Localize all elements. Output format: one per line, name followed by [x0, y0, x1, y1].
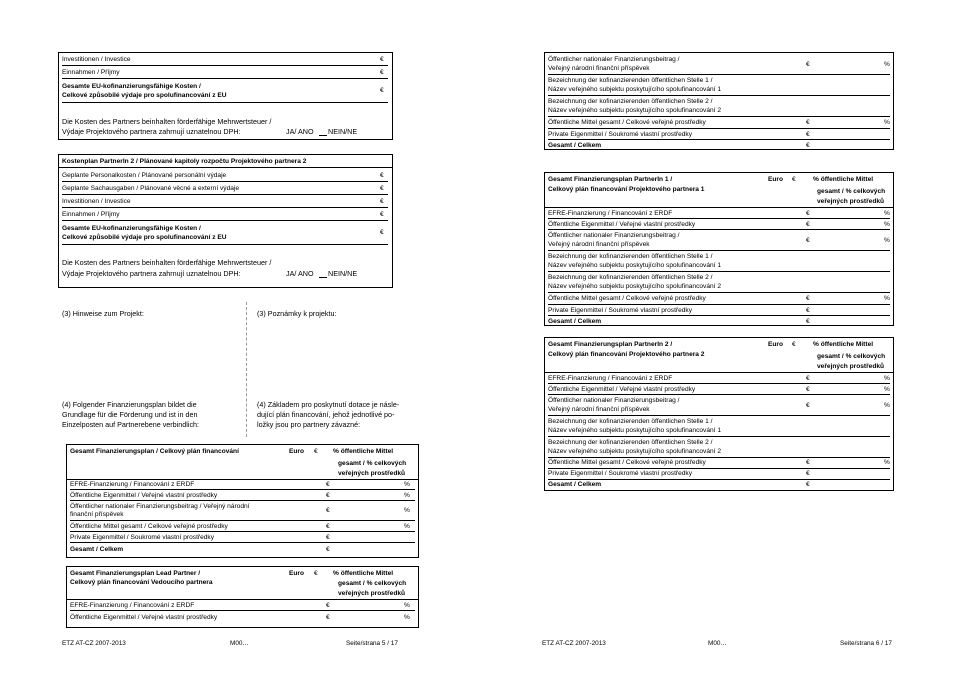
euro-symbol: € — [806, 402, 810, 409]
euro-symbol: € — [314, 448, 318, 455]
col-pct-header-2: gesamt / % celkových — [338, 580, 407, 587]
euro-symbol: € — [792, 341, 796, 348]
euro-symbol: € — [380, 56, 384, 63]
gesamte-eu-label: Gesamte EU-kofinanzierungsfähige Kosten / — [62, 83, 201, 90]
euro-symbol: € — [806, 119, 810, 126]
euro-symbol: € — [806, 61, 810, 68]
col-pct-header: % öffentliche Mittel — [813, 341, 874, 348]
euro-symbol: € — [326, 507, 330, 514]
oeff-gesamt-label: Öffentliche Mittel gesamt / Celkové veřejné prostředky — [548, 459, 706, 466]
oeff-gesamt-label: Öffentliche Mittel gesamt / Celkové veřejné prostředky — [70, 523, 228, 530]
col-euro-header: Euro — [289, 448, 305, 455]
percent-symbol: % — [404, 481, 410, 488]
footer-form-code: M00… — [230, 640, 249, 647]
euro-symbol: € — [792, 176, 796, 183]
percent-symbol: % — [404, 523, 410, 530]
euro-symbol: € — [806, 210, 810, 217]
euro-symbol: € — [326, 614, 330, 621]
col-euro-header: Euro — [768, 341, 784, 348]
euro-symbol: € — [806, 221, 810, 228]
oeff-eigen-label: Öffentliche Eigenmittel / Veřejné vlastní prostředky — [548, 386, 696, 393]
percent-symbol: % — [404, 602, 410, 609]
nein-ne-checkbox[interactable]: NEIN/NE — [328, 127, 358, 136]
euro-symbol: € — [806, 295, 810, 302]
euro-symbol: € — [806, 318, 810, 325]
euro-symbol: € — [326, 602, 330, 609]
euro-symbol: € — [806, 481, 810, 488]
national-label-2: Veřejný národní finanční příspěvek — [548, 241, 650, 248]
euro-symbol: € — [326, 546, 330, 553]
euro-symbol: € — [326, 523, 330, 530]
lead-title: Gesamt Finanzierungsplan Lead Partner / — [70, 570, 201, 577]
investitionen-label: Investitionen / Investice — [62, 198, 131, 205]
efre-label: EFRE-Finanzierung / Financování z ERDF — [70, 481, 195, 488]
oeff-eigen-label: Öffentliche Eigenmittel / Veřejné vlastní prostředky — [70, 614, 218, 621]
gesamt-celkem-label: Gesamt / Celkem — [548, 481, 602, 488]
private-label: Private Eigenmittel / Soukromé vlastní prostředky — [548, 131, 693, 138]
euro-symbol: € — [326, 481, 330, 488]
col-pct-header-3: veřejných prostředků — [338, 470, 406, 477]
ja-ano-checkbox[interactable]: JA/ ANO — [286, 269, 314, 278]
national-label-2: Veřejný národní finanční příspěvek — [548, 65, 650, 72]
partner-2-title-2: Celkový plán financování Projektového partnera 2 — [548, 351, 705, 358]
percent-symbol: % — [884, 402, 890, 409]
euro-symbol: € — [806, 131, 810, 138]
euro-symbol: € — [806, 142, 810, 149]
stelle1-label: Bezeichnung der kofinanzierenden öffentlichen Stelle 1 / — [548, 77, 713, 84]
percent-symbol: % — [884, 375, 890, 382]
euro-symbol: € — [806, 237, 810, 244]
poznamky-label: (3) Poznámky k projektu: — [257, 309, 337, 318]
euro-symbol: € — [380, 172, 384, 179]
col-pct-header-3: veřejných prostředků — [338, 590, 406, 597]
partner-1-title-2: Celkový plán financování Projektového partnera 1 — [548, 186, 705, 193]
efre-label: EFRE-Finanzierung / Financování z ERDF — [548, 375, 673, 382]
col-pct-header-2: gesamt / % celkových — [338, 460, 407, 467]
ja-ano-checkbox[interactable]: JA/ ANO — [286, 127, 314, 136]
national-label: Öffentlicher nationaler Finanzierungsbeitrag / — [548, 397, 680, 404]
euro-symbol: € — [314, 570, 318, 577]
col-pct-header: % öffentliche Mittel — [813, 176, 874, 183]
percent-symbol: % — [404, 492, 410, 499]
private-label: Private Eigenmittel / Soukromé vlastní prostředky — [548, 470, 693, 477]
efre-label: EFRE-Finanzierung / Financování z ERDF — [70, 602, 195, 609]
zakladem-text-3: ložky jsou pro partnery závazné: — [257, 420, 361, 429]
gesamte-eu-label-cz: Celkové způsobilé výdaje pro spolufinancování z EU — [62, 234, 227, 241]
oeff-eigen-label: Öffentliche Eigenmittel / Veřejné vlastní prostředky — [548, 221, 696, 228]
private-label: Private Eigenmittel / Soukromé vlastní prostředky — [548, 307, 693, 314]
sach-label: Geplante Sachausgaben / Plánované věcné a externí výdaje — [62, 185, 240, 192]
stelle1-label-2: Název veřejného subjektu poskytujícího spolufinancování 1 — [548, 427, 722, 434]
stelle2-label: Bezeichnung der kofinanzierenden öffentlichen Stelle 2 / — [548, 439, 713, 446]
gesamte-eu-label: Gesamte EU-kofinanzierungsfähige Kosten / — [62, 225, 201, 232]
percent-symbol: % — [404, 614, 410, 621]
national-label-2: finanční příspěvek — [70, 511, 124, 518]
col-euro-header: Euro — [289, 570, 305, 577]
national-label: Öffentlicher nationaler Finanzierungsbeitrag / Veřejný národní — [70, 503, 250, 510]
gesamt-plan-title: Gesamt Finanzierungsplan / Celkový plán financování — [70, 448, 239, 455]
kostenplan-title: Kostenplan PartnerIn 2 / Plánované kapitoly rozpočtu Projektového partnera 2 — [62, 158, 307, 165]
footer-program: ETZ AT-CZ 2007-2013 — [62, 640, 126, 647]
euro-symbol: € — [806, 470, 810, 477]
percent-symbol: % — [404, 507, 410, 514]
euro-symbol: € — [380, 211, 384, 218]
euro-symbol: € — [806, 459, 810, 466]
percent-symbol: % — [884, 119, 890, 126]
stelle1-label: Bezeichnung der kofinanzierenden öffentlichen Stelle 1 / — [548, 253, 713, 260]
percent-symbol: % — [884, 386, 890, 393]
euro-symbol: € — [380, 198, 384, 205]
partner-2-title: Gesamt Finanzierungsplan PartnerIn 2 / — [548, 341, 673, 348]
euro-symbol: € — [806, 386, 810, 393]
euro-symbol: € — [806, 375, 810, 382]
footer-page-number: Seite/strana 6 / 17 — [840, 640, 892, 647]
hinweise-label: (3) Hinweise zum Projekt: — [62, 309, 144, 318]
col-euro-header: Euro — [768, 176, 784, 183]
percent-symbol: % — [884, 237, 890, 244]
gesamt-celkem-label: Gesamt / Celkem — [70, 546, 124, 553]
euro-symbol: € — [380, 69, 384, 76]
nein-ne-checkbox[interactable]: NEIN/NE — [328, 269, 358, 278]
euro-symbol: € — [380, 87, 384, 94]
lead-title-2: Celkový plán financování Vedoucího partnera — [70, 579, 213, 586]
col-pct-header-3: veřejných prostředků — [817, 363, 885, 370]
investitionen-label: Investitionen / Investice — [62, 56, 131, 63]
personal-label: Geplante Personalkosten / Plánované personální výdaje — [62, 172, 227, 179]
national-label: Öffentlicher nationaler Finanzierungsbeitrag / — [548, 56, 680, 63]
stelle2-label: Bezeichnung der kofinanzierenden öffentlichen Stelle 2 / — [548, 98, 713, 105]
folgender-text-1: (4) Folgender Finanzierungsplan bildet die — [62, 400, 197, 409]
oeff-eigen-label: Öffentliche Eigenmittel / Veřejné vlastní prostředky — [70, 492, 218, 499]
euro-symbol: € — [326, 492, 330, 499]
einnahmen-label: Einnahmen / Příjmy — [62, 211, 120, 218]
national-label: Öffentlicher nationaler Finanzierungsbeitrag / — [548, 232, 680, 239]
percent-symbol: % — [884, 210, 890, 217]
stelle2-label-2: Název veřejného subjektu poskytujícího spolufinancování 2 — [548, 448, 722, 455]
euro-symbol: € — [326, 534, 330, 541]
euro-symbol: € — [380, 229, 384, 236]
gesamt-celkem-label: Gesamt / Celkem — [548, 142, 602, 149]
partner-1-title: Gesamt Finanzierungsplan PartnerIn 1 / — [548, 176, 673, 183]
right-page — [480, 0, 959, 676]
oeff-gesamt-label: Öffentliche Mittel gesamt / Celkové veřejné prostředky — [548, 295, 706, 302]
gesamte-eu-label-cz: Celkové způsobilé výdaje pro spolufinancování z EU — [62, 92, 227, 99]
col-pct-header-2: gesamt / % celkových — [817, 188, 886, 195]
footer-form-code: M00… — [708, 640, 727, 647]
efre-label: EFRE-Finanzierung / Financování z ERDF — [548, 210, 673, 217]
percent-symbol: % — [884, 459, 890, 466]
national-label-2: Veřejný národní finanční příspěvek — [548, 406, 650, 413]
zakladem-text-2: dující plán financování, jehož jednotlivé po- — [257, 410, 395, 419]
percent-symbol: % — [884, 61, 890, 68]
zakladem-text-1: (4) Základem pro poskytnutí dotace je násle- — [257, 400, 400, 409]
col-pct-header: % öffentliche Mittel — [333, 448, 394, 455]
footer-program: ETZ AT-CZ 2007-2013 — [542, 640, 606, 647]
mwst-label: Die Kosten des Partners beinhalten förderfähige Mehrwertsteuer / — [62, 258, 272, 267]
euro-symbol: € — [806, 307, 810, 314]
col-pct-header-2: gesamt / % celkových — [817, 353, 886, 360]
einnahmen-label: Einnahmen / Příjmy — [62, 69, 120, 76]
mwst-label: Die Kosten des Partners beinhalten förderfähige Mehrwertsteuer / — [62, 117, 272, 126]
percent-symbol: % — [884, 295, 890, 302]
stelle1-label-2: Název veřejného subjektu poskytujícího spolufinancování 1 — [548, 262, 722, 269]
gesamt-celkem-label: Gesamt / Celkem — [548, 318, 602, 325]
stelle2-label-2: Název veřejného subjektu poskytujícího spolufinancování 2 — [548, 107, 722, 114]
mwst-label-cz: Výdaje Projektového partnera zahrnují uznatelnou DPH: — [62, 269, 241, 278]
stelle2-label-2: Název veřejného subjektu poskytujícího spolufinancování 2 — [548, 283, 722, 290]
percent-symbol: % — [884, 221, 890, 228]
footer-page-number: Seite/strana 5 / 17 — [346, 640, 398, 647]
euro-symbol: € — [380, 185, 384, 192]
folgender-text-3: Einzelposten auf Partnerebene verbindlich: — [62, 420, 200, 429]
mwst-label-cz: Výdaje Projektového partnera zahrnují uznatelnou DPH: — [62, 127, 241, 136]
col-pct-header-3: veřejných prostředků — [817, 198, 885, 205]
folgender-text-2: Grundlage für die Förderung und ist in den — [62, 410, 198, 419]
stelle1-label-2: Název veřejného subjektu poskytujícího spolufinancování 1 — [548, 86, 722, 93]
col-pct-header: % öffentliche Mittel — [333, 570, 394, 577]
stelle1-label: Bezeichnung der kofinanzierenden öffentlichen Stelle 1 / — [548, 418, 713, 425]
stelle2-label: Bezeichnung der kofinanzierenden öffentlichen Stelle 2 / — [548, 274, 713, 281]
private-label: Private Eigenmittel / Soukromé vlastní prostředky — [70, 534, 215, 541]
oeff-gesamt-label: Öffentliche Mittel gesamt / Celkové veřejné prostředky — [548, 119, 706, 126]
